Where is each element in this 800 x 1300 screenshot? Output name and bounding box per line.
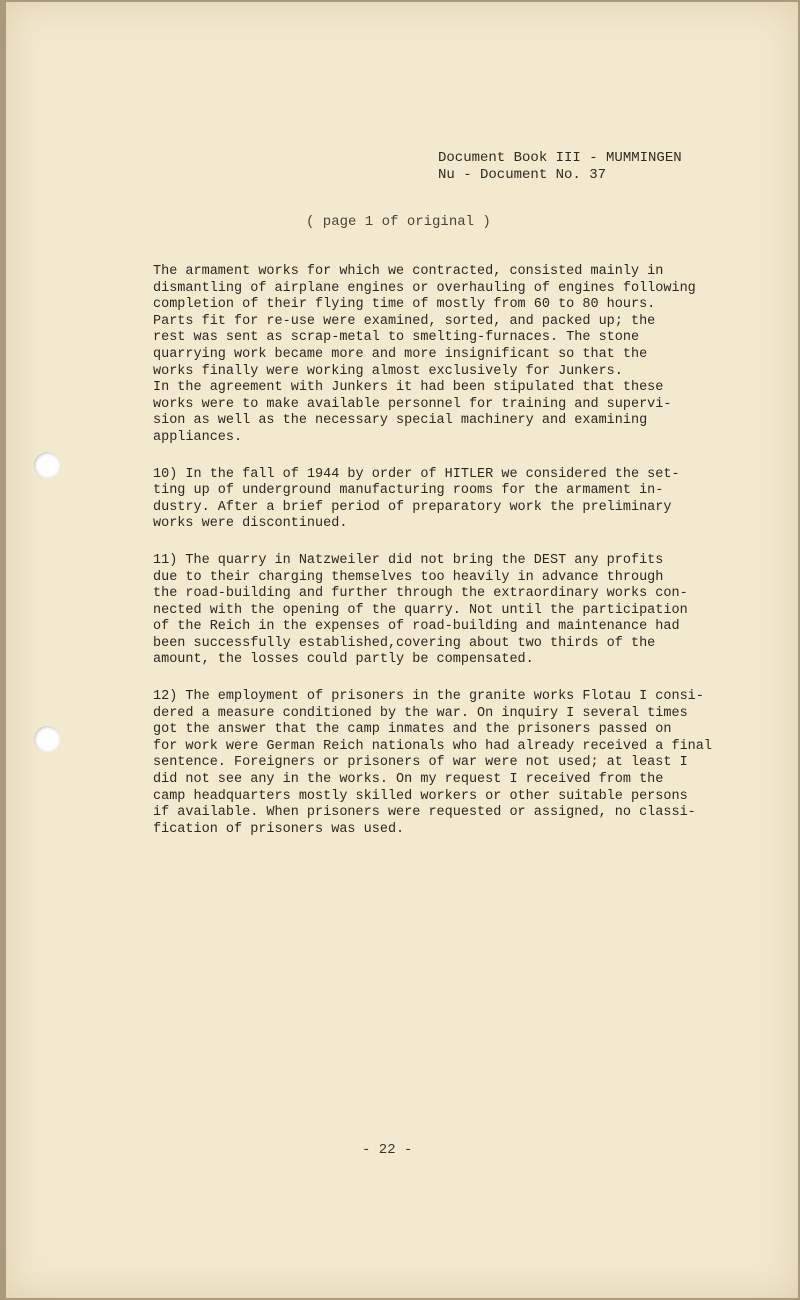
header-document-number: Nu - Document No. 37 xyxy=(438,167,607,183)
header-book-line: Document Book III - MUMMINGEN xyxy=(438,150,682,166)
document-header xyxy=(438,150,682,184)
document-page xyxy=(6,2,798,1298)
paragraph: 11) The quarry in Natzweiler did not bring the DEST any profits due to their charging themselves too heavily in advance through the road-building and further through the extraordinary works con- nected with the opening of the quarry. Not until the participation of the Reich in the expenses of road-building and maintenance had been successfully established,covering about two thirds of the amount, the losses could partly be compensated. xyxy=(153,552,688,668)
paragraph: The armament works for which we contracted, consisted mainly in dismantling of airplane engines or overhauling of engines following completion of their flying time of mostly from 60 to 80 hours. Parts fit for re-use were examined, sorted, and packed up; the rest was sent as scrap-metal to smelting-furnaces. The stone quarrying work became more and more insignificant so that the works finally were working almost exclusively for Junkers. In the agreement with Junkers it had been stipulated that these works were to make available personnel for training and supervi- sion as well as the necessary special machinery and examining appliances. xyxy=(153,264,696,445)
document-body xyxy=(153,264,723,858)
punch-hole xyxy=(34,726,60,752)
page-number: - 22 - xyxy=(362,1142,413,1158)
punch-hole xyxy=(34,452,60,478)
paragraph: 10) In the fall of 1944 by order of HITLER we considered the set- ting up of underground manufacturing rooms for the armament in- dustry. After a brief period of preparatory work the preliminary works were discontinued. xyxy=(153,466,680,532)
paragraph: 12) The employment of prisoners in the granite works Flotau I consi- dered a measure conditioned by the war. On inquiry I several times got the answer that the camp inmates and the prisoners passed on for work were German Reich nationals who had already received a final sentence. Foreigners or prisoners of war were not used; at least I did not see any in the works. On my request I received from the camp headquarters mostly skilled workers or other suitable persons if available. When prisoners were requested or assigned, no classi- fication of prisoners was used. xyxy=(153,689,712,837)
page-reference: ( page 1 of original ) xyxy=(306,214,491,230)
